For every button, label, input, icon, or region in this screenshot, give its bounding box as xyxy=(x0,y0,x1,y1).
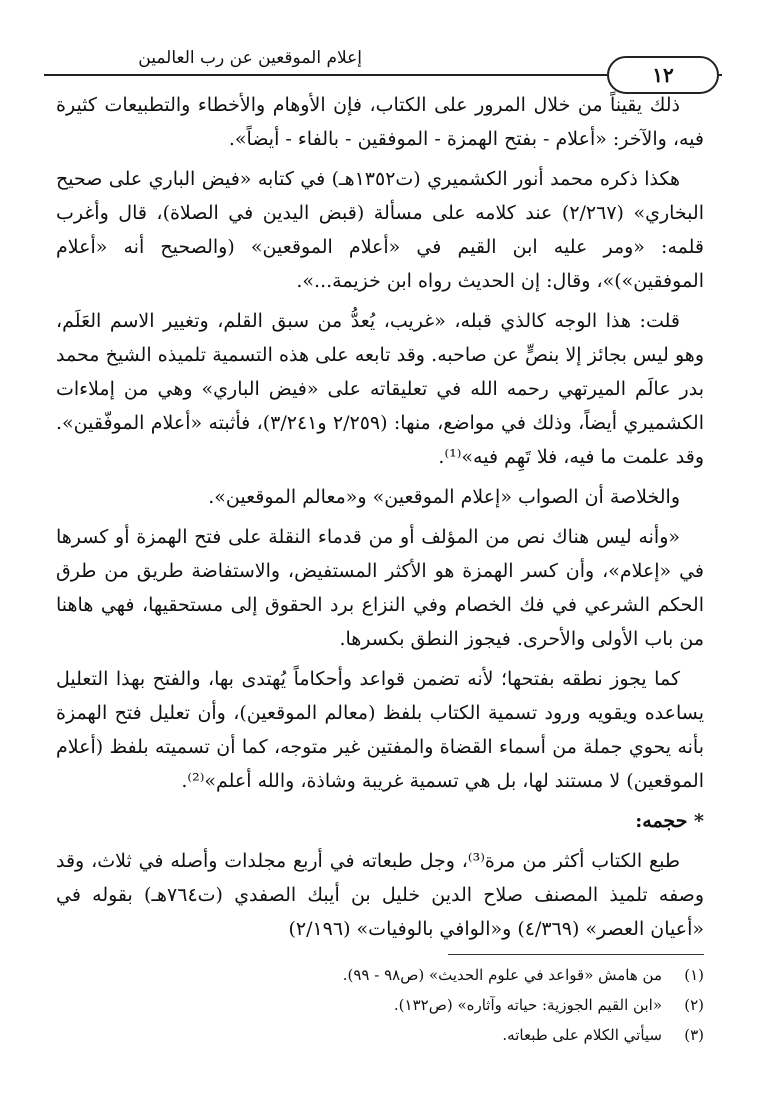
running-title: إعلام الموقعين عن رب العالمين xyxy=(138,48,362,68)
footnote xyxy=(56,990,704,1020)
footnote-number: (١) xyxy=(684,966,704,984)
paragraph: قلت: هذا الوجه كالذي قبله، «غريب، يُعدُّ من سبق القلم، وتغيير الاسم العَلَم، وهو ليس بجائز إلا بنصٍّ عن صاحبه. وقد تابعه على هذه التسمية تلميذه الشيخ محمد بدر عالَم الميرتهي رحمه الله في تعليقاته على «فيض الباري» وهي من إملاءات الكشميري أيضاً، وذلك في مواضع، منها: (٢/٢٥٩ و٣/٢٤١)، فأثبته «أعلام الموفّقين». وقد علمت ما فيه، فلا تَهِم فيه»⁽¹⁾. xyxy=(56,310,704,468)
page-header xyxy=(44,40,722,88)
footnote-number: (٣) xyxy=(684,1026,704,1044)
main-text xyxy=(56,88,704,952)
footnote-number: (٢) xyxy=(684,996,704,1014)
paragraph: «وأنه ليس هناك نص من المؤلف أو من قدماء النقلة على فتح الهمزة أو كسرها في «إعلام»، وأن كسر الهمزة هو الأكثر المستفيض، والاستفاضة طريق من طرق الحكم الشرعي في فك الخصام وفي النزاع برد الحقوق إلى مستحقيها، فهي هاهنا من باب الأولى والأحرى. فيجوز النطق بكسرها. xyxy=(56,526,704,650)
footnotes xyxy=(56,960,704,1050)
paragraph: طبع الكتاب أكثر من مرة⁽³⁾، وجل طبعاته في أربع مجلدات وأصله في ثلاث، وقد وصفه تلميذ المصنف صلاح الدين خليل بن أيبك الصفدي (ت٧٦٤هـ) بقوله في «أعيان العصر» (٤/٣٦٩) و«الوافي بالوفيات» (٢/١٩٦) xyxy=(56,850,704,940)
section-heading: * حجمه: xyxy=(635,810,704,832)
footnote-text: سيأتي الكلام على طبعاته. xyxy=(502,1026,662,1044)
paragraph: والخلاصة أن الصواب «إعلام الموقعين» و«معالم الموقعين». xyxy=(208,486,680,508)
footnote xyxy=(56,960,704,990)
page-number-badge: ١٢ xyxy=(607,56,719,94)
paragraph: كما يجوز نطقه بفتحها؛ لأنه تضمن قواعد وأحكاماً يُهتدى بها، والفتح بهذا التعليل يساعده ويقويه ورود تسمية الكتاب بلفظ (معالم الموقعين)، وأن تعليل فتح الهمزة بأنه يحوي جملة من أسماء القضاة والمفتين غير متوجه، كما أن تسميته بلفظ (أعلام الموقعين) لا مستند لها، بل هي تسمية غريبة وشاذة، والله أعلم»⁽²⁾. xyxy=(56,668,704,792)
paragraph: ذلك يقيناً من خلال المرور على الكتاب، فإن الأوهام والأخطاء والتطبيعات كثيرة فيه، والآخر: «أعلام - بفتح الهمزة - الموفقين - بالفاء - أيضاً». xyxy=(56,94,704,150)
footnote-divider xyxy=(448,954,704,955)
footnote-text: «ابن القيم الجوزية: حياته وآثاره» (ص١٣٢). xyxy=(393,996,662,1014)
paragraph: هكذا ذكره محمد أنور الكشميري (ت١٣٥٢هـ) في كتابه «فيض الباري على صحيح البخاري» (٢/٢٦٧) عند كلامه على مسألة (قبض اليدين في الصلاة)، قال وأغرب قلمه: «ومر عليه ابن القيم في «أعلام الموقعين» (والصحيح أنه «أعلام الموفقين»)»، وقال: إن الحديث رواه ابن خزيمة...». xyxy=(56,168,704,292)
footnote-text: من هامش «قواعد في علوم الحديث» (ص٩٨ - ٩٩). xyxy=(342,966,662,984)
footnote xyxy=(56,1020,704,1050)
